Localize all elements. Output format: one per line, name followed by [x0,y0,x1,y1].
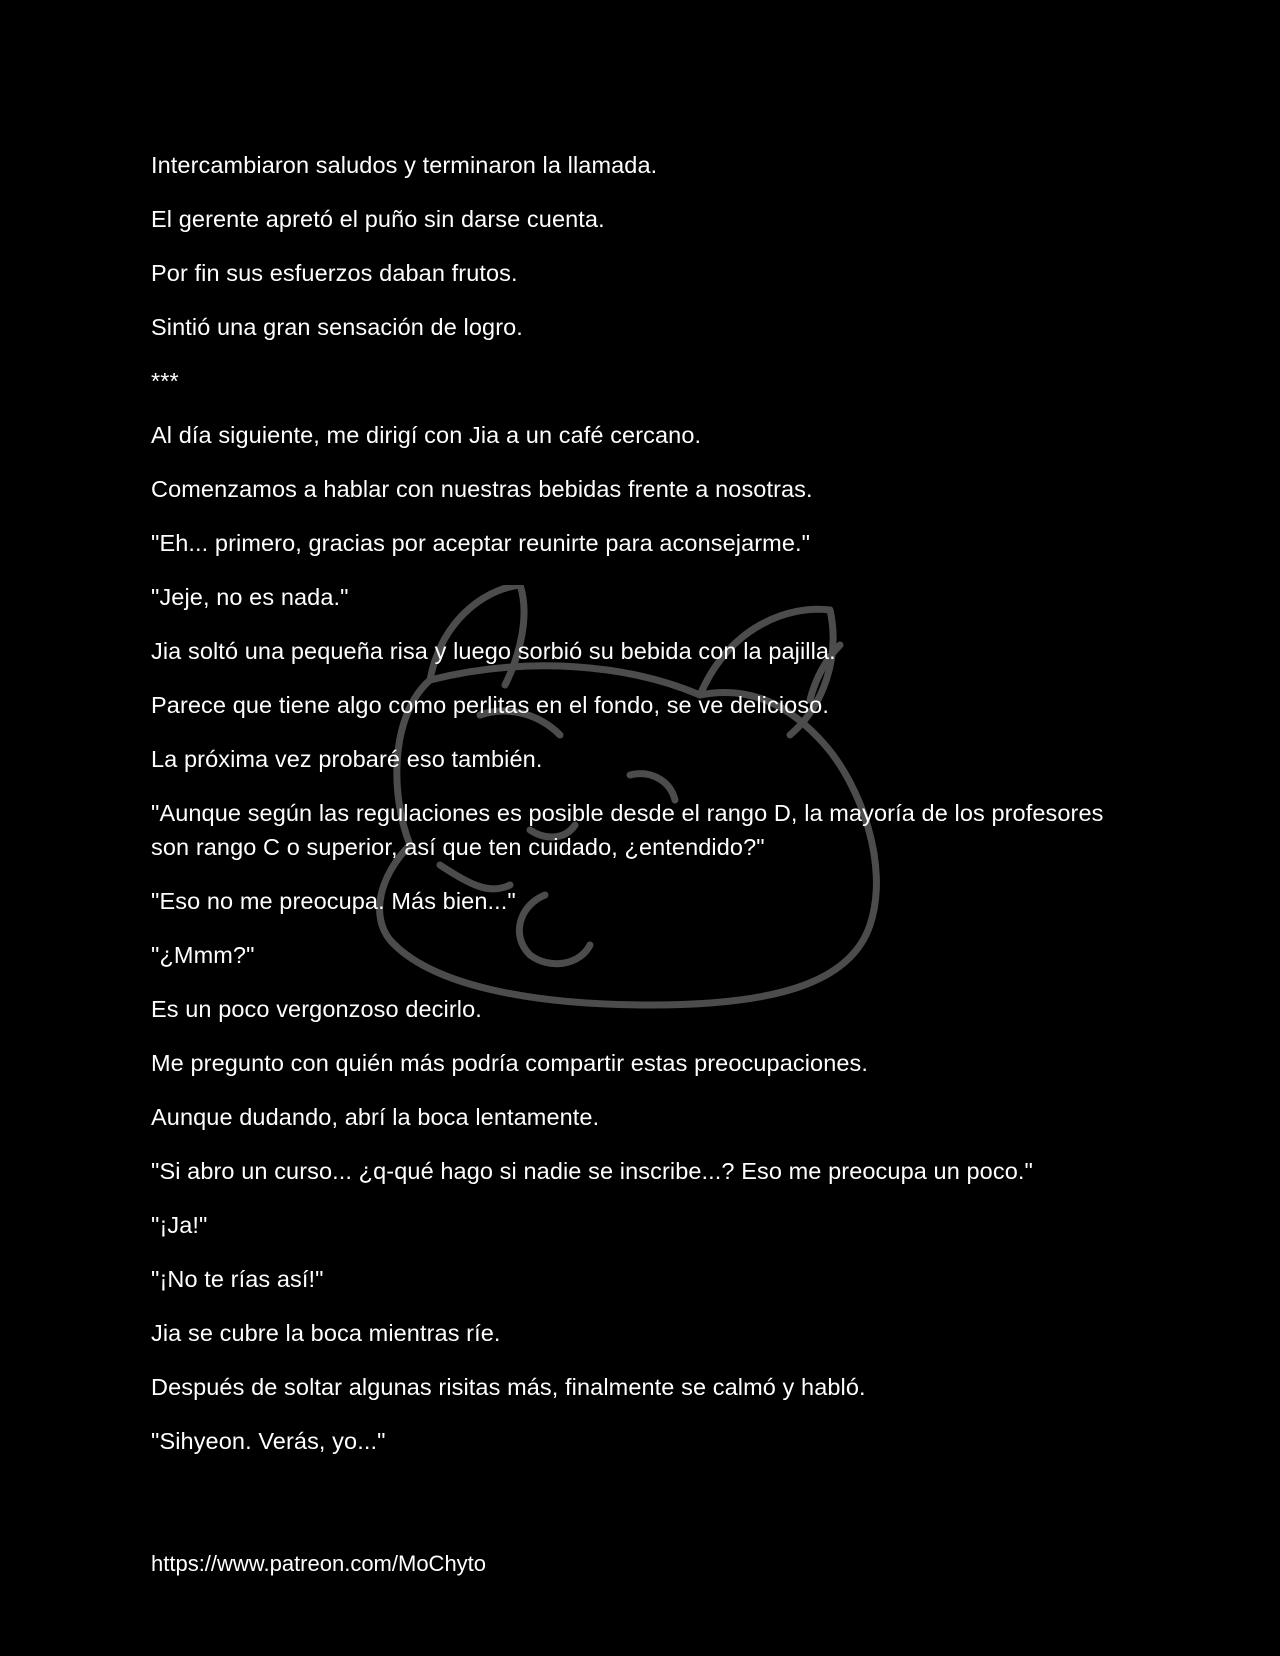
paragraph: Al día siguiente, me dirigí con Jia a un café cercano. [151,422,702,448]
paragraph: Jia soltó una pequeña risa y luego sorbió su bebida con la pajilla. [151,638,836,664]
paragraph: Por fin sus esfuerzos daban frutos. [151,260,518,286]
paragraph: Me pregunto con quién más podría compartir estas preocupaciones. [151,1050,869,1076]
scene-break: *** [151,368,179,394]
patreon-link[interactable]: https://www.patreon.com/MoChyto [151,1551,487,1576]
paragraph: Jia se cubre la boca mientras ríe. [151,1320,501,1346]
paragraph: "Jeje, no es nada." [151,584,349,610]
paragraph: El gerente apretó el puño sin darse cuenta. [151,206,605,232]
paragraph: La próxima vez probaré eso también. [151,746,543,772]
paragraph: Es un poco vergonzoso decirlo. [151,996,482,1022]
paragraph: Parece que tiene algo como perlitas en el fondo, se ve delicioso. [151,692,829,718]
paragraph: "Sihyeon. Verás, yo..." [151,1428,386,1454]
paragraph: Después de soltar algunas risitas más, finalmente se calmó y habló. [151,1374,866,1400]
paragraph: "¡Ja!" [151,1212,208,1238]
paragraph: "¡No te rías así!" [151,1266,324,1292]
paragraph: Intercambiaron saludos y terminaron la llamada. [151,152,658,178]
paragraph: Sintió una gran sensación de logro. [151,314,523,340]
paragraph: Comenzamos a hablar con nuestras bebidas frente a nosotras. [151,476,813,502]
paragraph: "Si abro un curso... ¿q-qué hago si nadie se inscribe...? Eso me preocupa un poco." [151,1158,1033,1184]
paragraph: "¿Mmm?" [151,942,255,968]
paragraph: "Eh... primero, gracias por aceptar reunirte para aconsejarme." [151,530,811,556]
paragraph: "Aunque según las regulaciones es posible desde el rango D, la mayoría de los profesores son rango C o superior, así que ten cuidado, ¿entendido?" [151,800,1104,860]
paragraph: "Eso no me preocupa. Más bien..." [151,888,516,914]
paragraph: Aunque dudando, abrí la boca lentamente. [151,1104,600,1130]
chapter-text [151,148,1131,1478]
